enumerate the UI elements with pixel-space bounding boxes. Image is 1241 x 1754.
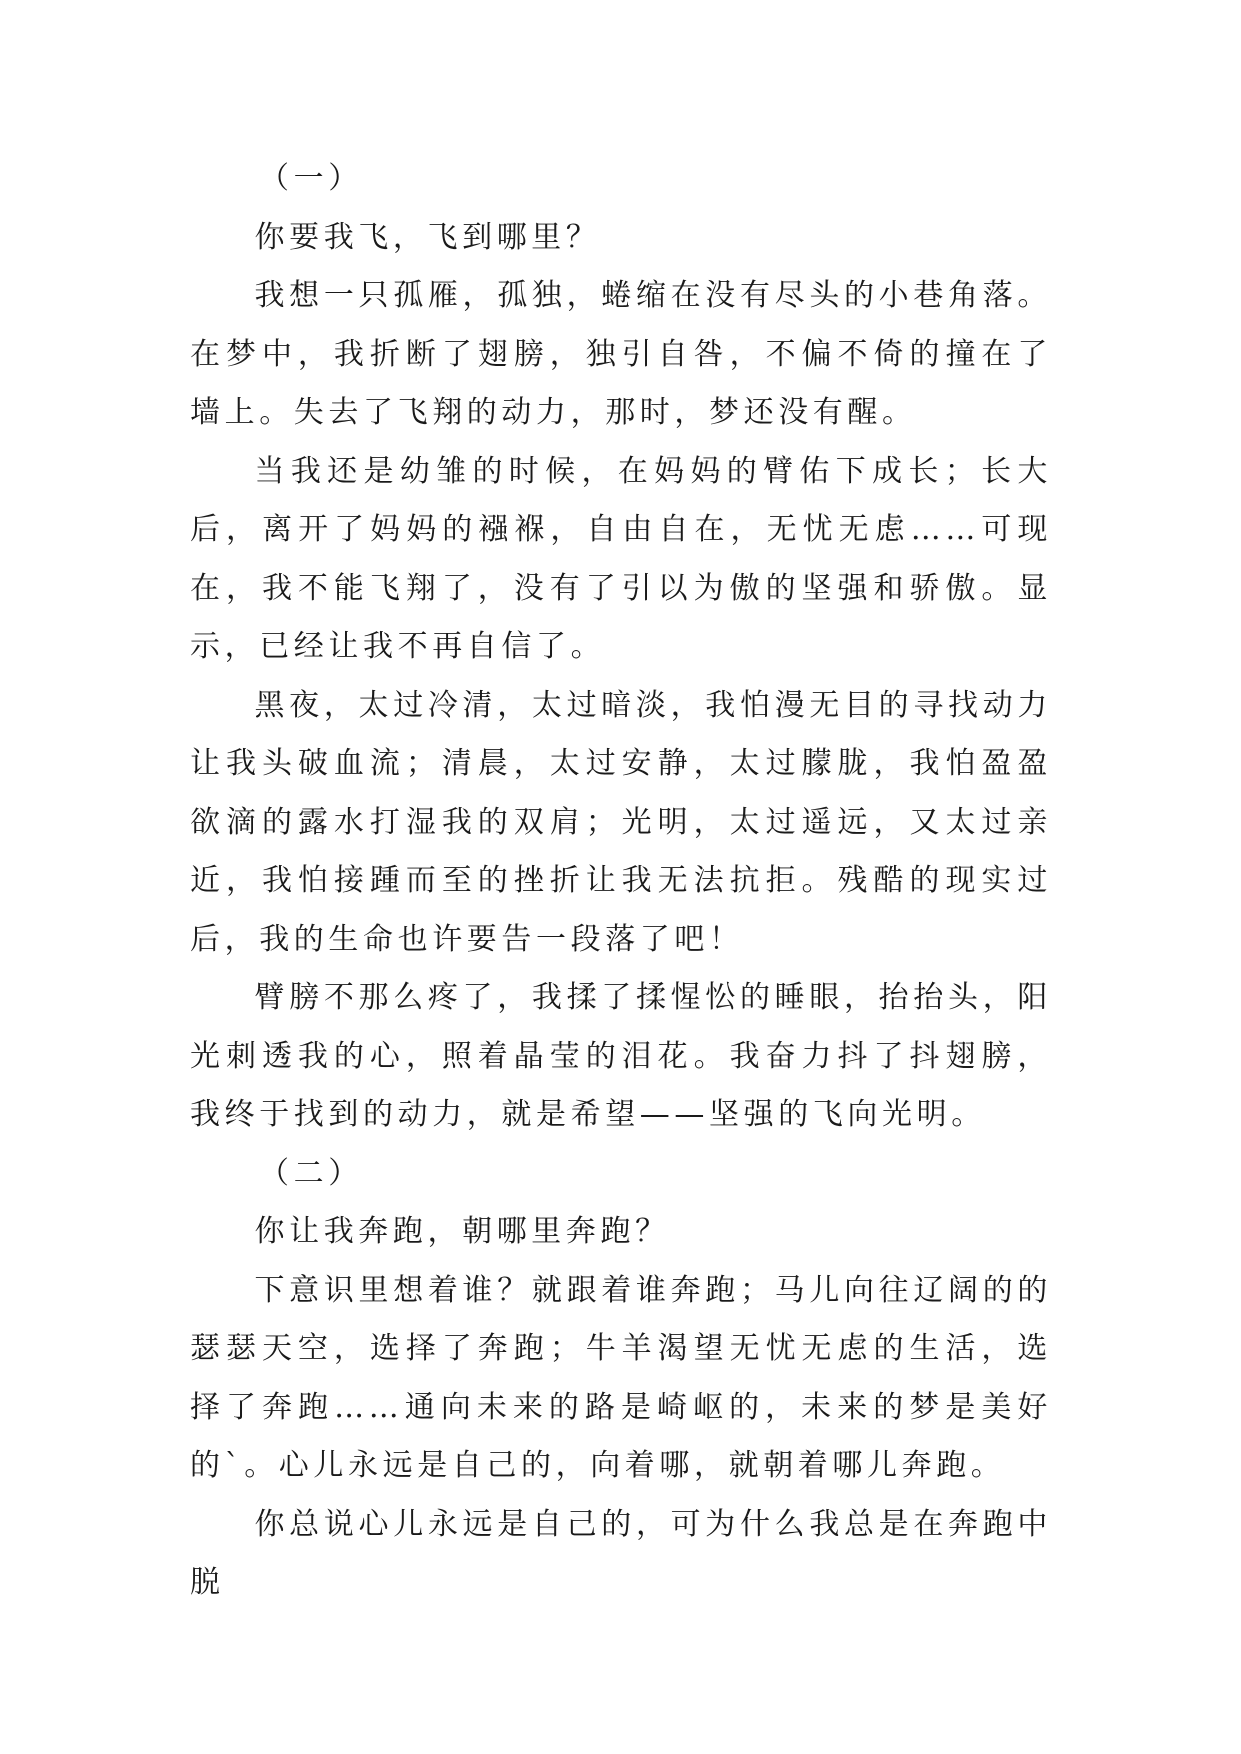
- paragraph: 你要我飞，飞到哪里？: [254, 219, 601, 255]
- paragraph: 下意识里想着谁？就跟着谁奔跑；马儿向往辽阔的的瑟瑟天空，选择了奔跑；牛羊渴望无忧无虑的生活，选择了奔跑……通向未来的路是崎岖的，未来的梦是美好的`。心儿永远是自己的，向着哪，就朝着哪儿奔跑。: [190, 1272, 1052, 1483]
- paragraph: 你总说心儿永远是自己的，可为什么我总是在奔跑中脱: [190, 1506, 1052, 1600]
- paragraph: 你让我奔跑，朝哪里奔跑？: [254, 1214, 670, 1249]
- paragraph: 臂膀不那么疼了，我揉了揉惺忪的睡眼，抬抬头，阳光刺透我的心，照着晶莹的泪花。我奋力抖了抖翅膀，我终于找到的动力，就是希望——坚强的飞向光明。: [190, 980, 1052, 1132]
- paragraph: 黑夜，太过冷清，太过暗淡，我怕漫无目的寻找动力让我头破血流；清晨，太过安静，太过朦胧，我怕盈盈欲滴的露水打湿我的双肩；光明，太过遥远，又太过亲近，我怕接踵而至的挫折让我无法抗拒。残酷的现实过后，我的生命也许要告一段落了吧！: [190, 687, 1052, 957]
- section-heading-2: （二）: [259, 1155, 363, 1191]
- paragraph: 当我还是幼雏的时候，在妈妈的臂佑下成长；长大后，离开了妈妈的襁褓，自由自在，无忧无虑……可现在，我不能飞翔了，没有了引以为傲的坚强和骄傲。显示，已经让我不再自信了。: [190, 453, 1052, 664]
- paragraph: 我想一只孤雁，孤独，蜷缩在没有尽头的小巷角落。在梦中，我折断了翅膀，独引自咎，不偏不倚的撞在了墙上。失去了飞翔的动力，那时，梦还没有醒。: [190, 278, 1052, 430]
- section-heading-1: （一）: [259, 161, 363, 196]
- document-body: [190, 150, 1052, 1613]
